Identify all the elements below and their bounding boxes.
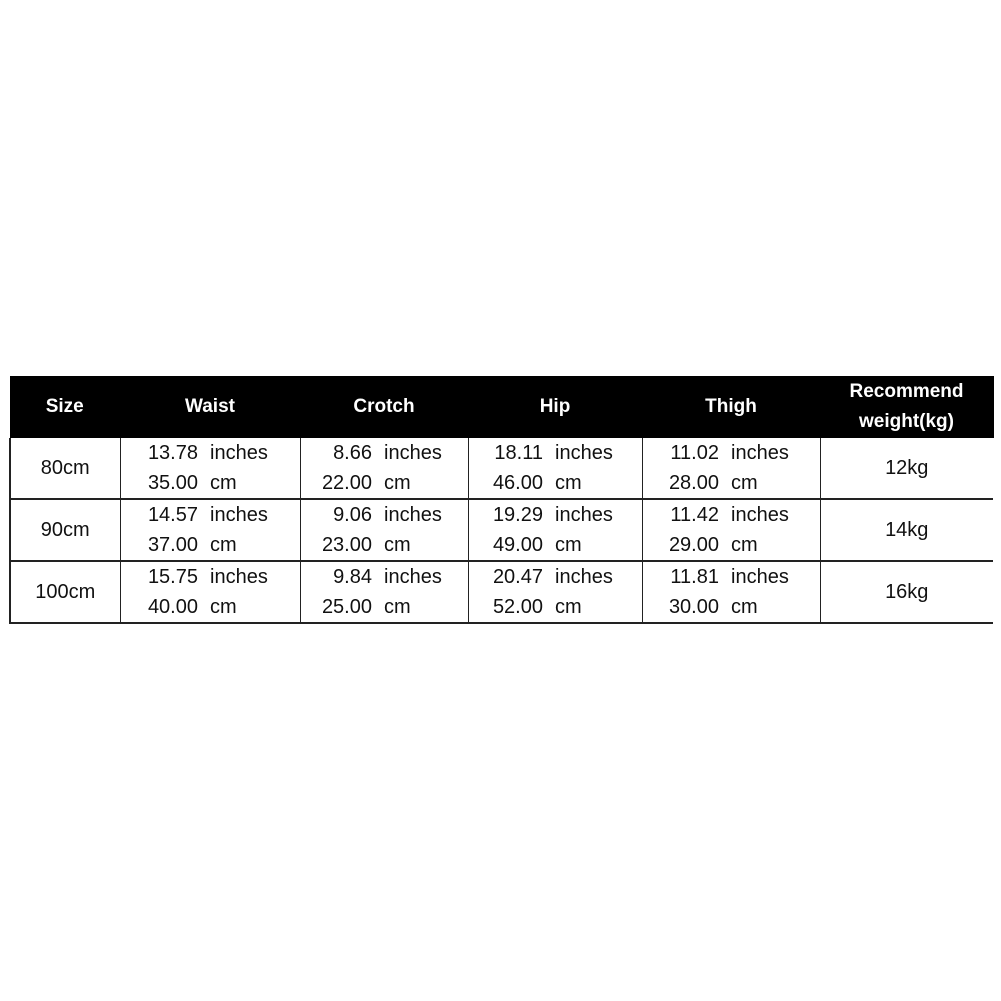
crotch-inches-value: 9.06 xyxy=(333,504,372,526)
cell-hip xyxy=(468,438,642,499)
unit-inches: inches xyxy=(384,566,442,588)
unit-inches: inches xyxy=(731,442,789,464)
thigh-cm-value: 28.00 xyxy=(668,472,719,494)
header-recommend-weight xyxy=(820,376,993,438)
waist-cm xyxy=(121,468,300,498)
unit-inches: inches xyxy=(210,566,268,588)
header-crotch: Crotch xyxy=(300,376,468,438)
unit-cm: cm xyxy=(555,472,582,494)
header-weight-line2: weight(kg) xyxy=(859,411,954,432)
header-weight-line1: Recommend xyxy=(849,381,964,402)
waist-inches-value: 15.75 xyxy=(147,566,198,588)
thigh-inches xyxy=(643,438,820,468)
hip-inches xyxy=(469,500,642,530)
unit-cm: cm xyxy=(555,596,582,618)
thigh-inches xyxy=(643,562,820,592)
cell-crotch xyxy=(300,561,468,623)
waist-cm-value: 35.00 xyxy=(147,472,198,494)
size-chart-header xyxy=(10,376,993,438)
thigh-inches-value: 11.42 xyxy=(670,504,719,526)
table-row xyxy=(10,561,993,623)
hip-inches xyxy=(469,438,642,468)
unit-cm: cm xyxy=(731,534,758,556)
unit-cm: cm xyxy=(210,596,237,618)
waist-inches xyxy=(121,438,300,468)
unit-inches: inches xyxy=(210,504,268,526)
crotch-inches xyxy=(301,438,468,468)
cell-size: 100cm xyxy=(10,561,120,623)
cell-waist xyxy=(120,561,300,623)
unit-cm: cm xyxy=(384,534,411,556)
hip-cm xyxy=(469,468,642,498)
thigh-cm xyxy=(643,468,820,498)
waist-inches-value: 14.57 xyxy=(147,504,198,526)
cell-crotch xyxy=(300,499,468,561)
cell-size: 90cm xyxy=(10,499,120,561)
crotch-inches xyxy=(301,562,468,592)
waist-cm xyxy=(121,530,300,560)
thigh-cm-value: 30.00 xyxy=(668,596,719,618)
unit-cm: cm xyxy=(384,472,411,494)
unit-inches: inches xyxy=(731,504,789,526)
unit-inches: inches xyxy=(210,442,268,464)
hip-cm-value: 46.00 xyxy=(492,472,543,494)
header-hip: Hip xyxy=(468,376,642,438)
unit-inches: inches xyxy=(731,566,789,588)
crotch-cm xyxy=(301,530,468,560)
unit-inches: inches xyxy=(384,442,442,464)
waist-cm-value: 37.00 xyxy=(147,534,198,556)
cell-weight: 12kg xyxy=(820,438,993,499)
hip-inches xyxy=(469,562,642,592)
crotch-cm-value: 22.00 xyxy=(321,472,372,494)
thigh-cm xyxy=(643,530,820,560)
crotch-cm-value: 25.00 xyxy=(321,596,372,618)
crotch-inches-value: 8.66 xyxy=(333,442,372,464)
unit-cm: cm xyxy=(210,534,237,556)
thigh-inches-value: 11.02 xyxy=(670,442,719,464)
waist-cm-value: 40.00 xyxy=(147,596,198,618)
crotch-inches xyxy=(301,500,468,530)
thigh-cm xyxy=(643,592,820,622)
thigh-inches xyxy=(643,500,820,530)
cell-thigh xyxy=(642,561,820,623)
header-thigh: Thigh xyxy=(642,376,820,438)
cell-waist xyxy=(120,499,300,561)
crotch-cm xyxy=(301,592,468,622)
waist-inches xyxy=(121,500,300,530)
size-chart-body xyxy=(10,438,993,623)
size-chart-table xyxy=(9,376,994,624)
cell-thigh xyxy=(642,438,820,499)
table-row xyxy=(10,438,993,499)
thigh-cm-value: 29.00 xyxy=(668,534,719,556)
cell-weight: 16kg xyxy=(820,561,993,623)
table-row xyxy=(10,499,993,561)
unit-inches: inches xyxy=(555,442,613,464)
unit-cm: cm xyxy=(210,472,237,494)
hip-cm-value: 52.00 xyxy=(492,596,543,618)
unit-cm: cm xyxy=(731,472,758,494)
cell-weight: 14kg xyxy=(820,499,993,561)
unit-cm: cm xyxy=(555,534,582,556)
unit-cm: cm xyxy=(384,596,411,618)
waist-cm xyxy=(121,592,300,622)
waist-inches xyxy=(121,562,300,592)
cell-hip xyxy=(468,499,642,561)
crotch-inches-value: 9.84 xyxy=(333,566,372,588)
hip-inches-value: 18.11 xyxy=(494,442,543,464)
waist-inches-value: 13.78 xyxy=(147,442,198,464)
cell-thigh xyxy=(642,499,820,561)
unit-cm: cm xyxy=(731,596,758,618)
crotch-cm xyxy=(301,468,468,498)
crotch-cm-value: 23.00 xyxy=(321,534,372,556)
unit-inches: inches xyxy=(555,504,613,526)
thigh-inches-value: 11.81 xyxy=(670,566,719,588)
cell-crotch xyxy=(300,438,468,499)
hip-inches-value: 20.47 xyxy=(492,566,543,588)
hip-inches-value: 19.29 xyxy=(492,504,543,526)
hip-cm-value: 49.00 xyxy=(492,534,543,556)
cell-hip xyxy=(468,561,642,623)
hip-cm xyxy=(469,530,642,560)
unit-inches: inches xyxy=(384,504,442,526)
header-waist: Waist xyxy=(120,376,300,438)
cell-waist xyxy=(120,438,300,499)
cell-size: 80cm xyxy=(10,438,120,499)
header-size: Size xyxy=(10,376,120,438)
hip-cm xyxy=(469,592,642,622)
unit-inches: inches xyxy=(555,566,613,588)
header-row xyxy=(10,376,993,438)
